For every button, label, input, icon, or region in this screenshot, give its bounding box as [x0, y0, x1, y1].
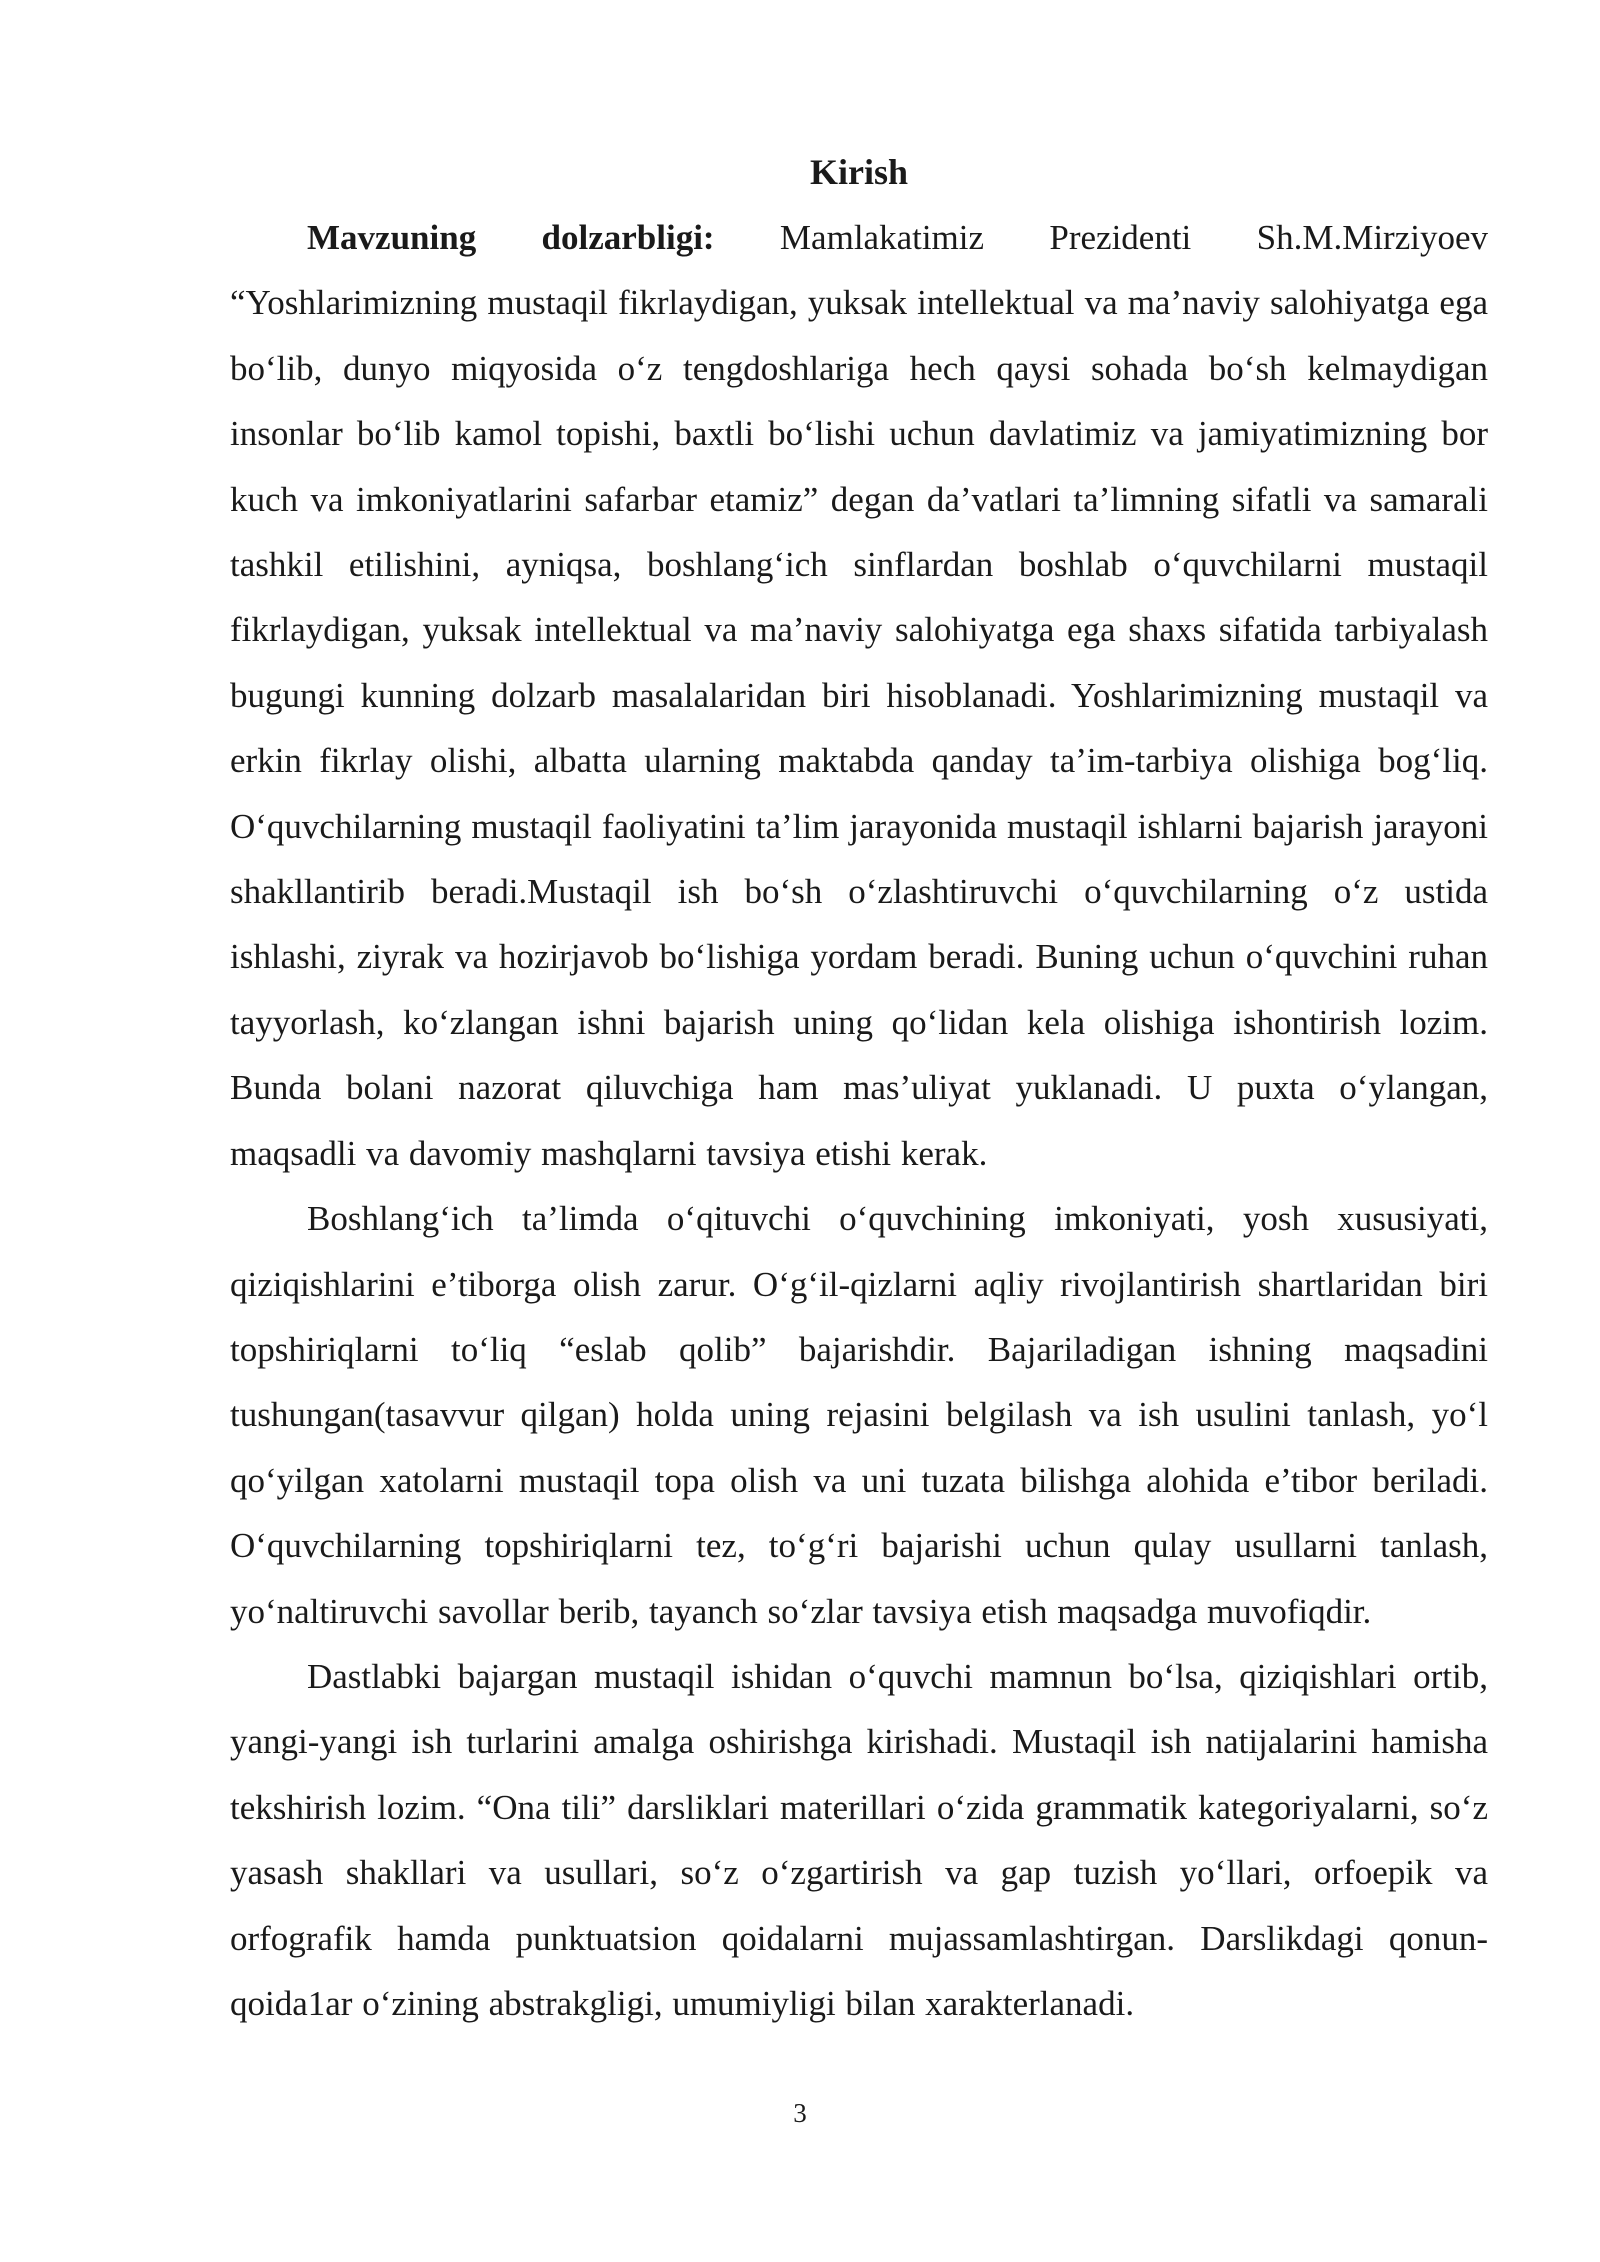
paragraph-lead: Mavzuning dolzarbligi:	[307, 218, 715, 257]
paragraph-text: Dastlabki bajargan mustaqil ishidan o‘quvchi mamnun bo‘lsa, qiziqishlari ortib, yangi-yangi ish turlarini amalga oshirishga kirishadi. Mustaqil ish natijalarini hamisha tekshirish lozim. “Ona tili” darsliklari materillari o‘zida grammatik kategoriyalarni, so‘z yasash shakllari va usullari, so‘z o‘zgartirish va gap tuzish yo‘llari, orfoepik va orfografik hamda punktuatsion qoidalarni mujassamlashtirgan. Darslikdagi qonun-qoida1ar o‘zining abstrakgligi, umumiyligi bilan xarakterlanadi.	[230, 1656, 1488, 2023]
paragraph-relevance	[230, 205, 1488, 1186]
paragraph-text: Boshlang‘ich ta’limda o‘qituvchi o‘quvchining imkoniyati, yosh xususiyati, qiziqishlarini e’tiborga olish zarur. O‘g‘il-qizlarni aqliy rivojlantirish shartlaridan biri topshiriqlarni to‘liq “eslab qolib” bajarishdir. Bajariladigan ishning maqsadini tushungan(tasavvur qilgan) holda uning rejasini belgilash va ish usulini tanlash, yo‘l qo‘yilgan xatolarni mustaqil topa olish va uni tuzata bilishga alohida e’tibor beriladi. O‘quvchilarning topshiriqlarni tez, to‘g‘ri bajarishi uchun qulay usullarni tanlash, yo‘naltiruvchi savollar berib, tayanch so‘zlar tavsiya etish maqsadga muvofiqdir.	[230, 1199, 1488, 1631]
page-number: 3	[793, 2098, 807, 2128]
paragraph-primary-education	[230, 1186, 1488, 1644]
paragraph-text: Mamlakatimiz Prezidenti Sh.M.Mirziyoev “Yoshlarimizning mustaqil fikrlaydigan, yuksak intellektual va ma’naviy salohiyatga ega bo‘lib, dunyo miqyosida o‘z tengdoshlariga hech qaysi sohada bo‘sh kelmaydigan insonlar bo‘lib kamol topishi, baxtli bo‘lishi uchun davlatimiz va jamiyatimizning bor kuch va imkoniyatlarini safarbar etamiz” degan da’vatlari ta’limning sifatli va samarali tashkil etilishini, ayniqsa, boshlang‘ich sinflardan boshlab o‘quvchilarni mustaqil fikrlaydigan, yuksak intellektual va ma’naviy salohiyatga ega shaxs sifatida tarbiyalash bugungi kunning dolzarb masalalaridan biri hisoblanadi. Yoshlarimizning mustaqil va erkin fikrlay olishi, albatta ularning maktabda qanday ta’im-tarbiya olishiga bog‘liq. O‘quvchilarning mustaqil faoliyatini ta’lim jarayonida mustaqil ishlarni bajarish jarayoni shakllantirib beradi.Mustaqil ish bo‘sh o‘zlashtiruvchi o‘quvchilarning o‘z ustida ishlashi, ziyrak va hozirjavob bo‘lishiga yordam beradi. Buning uchun o‘quvchini ruhan tayyorlash, ko‘zlangan ishni bajarish uning qo‘lidan kela olishiga ishontirish lozim. Bunda bolani nazorat qiluvchiga ham mas’uliyat yuklanadi. U puxta o‘ylangan, maqsadli va davomiy mashqlarni tavsiya etishi kerak.	[230, 218, 1488, 1173]
page-title: Kirish	[809, 152, 908, 192]
page-content	[230, 140, 1488, 2036]
paragraph-independent-work	[230, 1644, 1488, 2036]
